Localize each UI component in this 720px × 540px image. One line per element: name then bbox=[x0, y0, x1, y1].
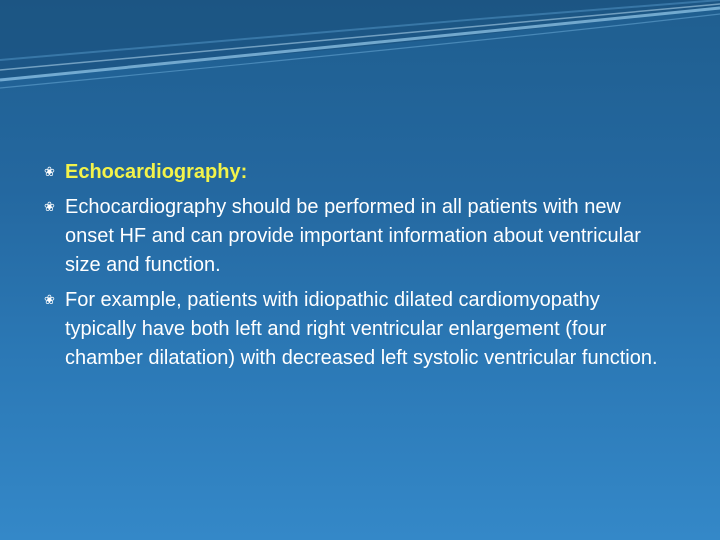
bullet-paragraph bbox=[44, 286, 664, 373]
bullet-heading bbox=[44, 158, 664, 187]
header-swoosh-decoration bbox=[0, 0, 720, 90]
paragraph-text: Echocardiography should be performed in all patients with new onset HF and can provide important information about ventricular size and function. bbox=[65, 196, 641, 276]
heading-text: Echocardiography: bbox=[65, 161, 248, 183]
bullet-paragraph bbox=[44, 193, 664, 280]
flower-bullet-icon: ❀ bbox=[44, 293, 55, 308]
flower-bullet-icon: ❀ bbox=[44, 200, 55, 215]
slide-body bbox=[44, 158, 664, 379]
flower-bullet-icon: ❀ bbox=[44, 165, 55, 180]
paragraph-text: For example, patients with idiopathic dilated cardiomyopathy typically have both left and right ventricular enlargement (four chamber dilatation) with decreased left systolic ventricular function. bbox=[65, 289, 658, 369]
